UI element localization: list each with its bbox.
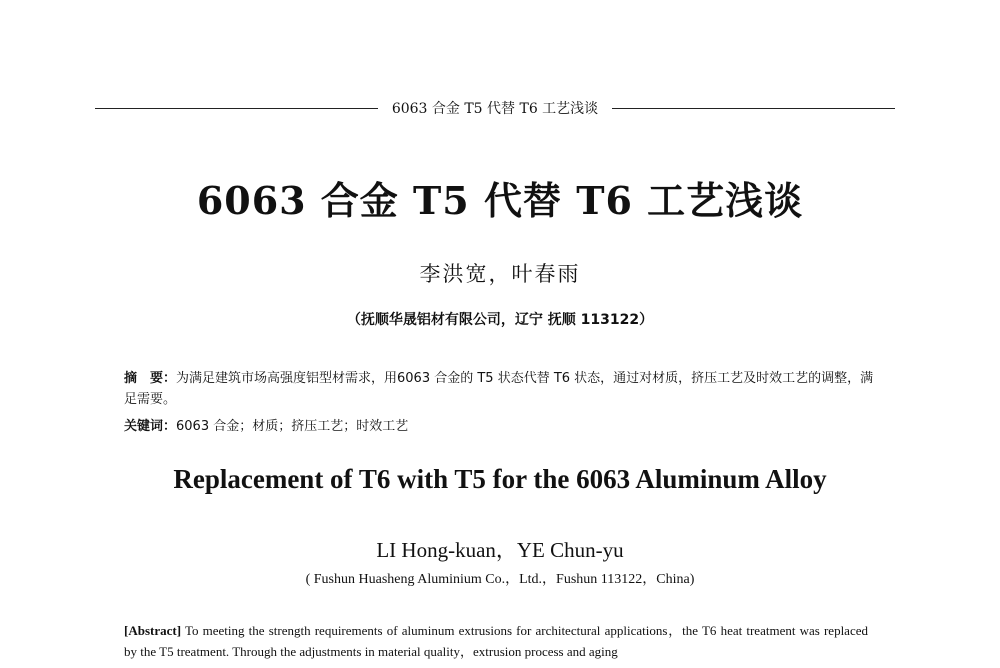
abstract-chinese-label: 摘 要： — [124, 371, 177, 386]
abstract-english-label: [Abstract] — [124, 623, 182, 638]
abstract-chinese — [124, 368, 876, 410]
running-head — [95, 96, 895, 120]
keywords-chinese — [124, 415, 876, 434]
title-english: Replacement of T6 with T5 for the 6063 Aluminum Alloy — [173, 464, 827, 494]
abstract-english — [124, 620, 868, 662]
running-head-right-rule — [612, 108, 895, 109]
running-head-left-rule — [95, 108, 378, 109]
authors-english: LI Hong-kuan，YE Chun-yu — [376, 538, 624, 562]
abstract-chinese-text: 为满足建筑市场高强度铝型材需求，用6063 合金的 T5 状态代替 T6 状态，通过对材质，挤压工艺及时效工艺的调整，满足需要。 — [124, 371, 874, 407]
title-chinese: 6063 合金 T5 代替 T6 工艺浅谈 — [196, 178, 804, 223]
running-head-text: 6063 合金 T5 代替 T6 工艺浅谈 — [391, 101, 599, 117]
affiliation-english: ( Fushun Huasheng Aluminium Co.，Ltd.，Fushun 113122，China) — [305, 572, 695, 587]
keywords-chinese-label: 关键词： — [124, 419, 177, 434]
affiliation-chinese: （抚顺华晟铝材有限公司，辽宁 抚顺 113122） — [346, 312, 654, 328]
abstract-english-text: To meeting the strength requirements of aluminum extrusions for architectural applications，the T6 heat treatment was replaced by the T5 treatment. Through the adjustments in material quality，extrusion process and aging — [124, 623, 868, 659]
keywords-chinese-text: 6063 合金；材质；挤压工艺；时效工艺 — [176, 419, 409, 434]
authors-chinese: 李洪宽，叶春雨 — [419, 262, 581, 286]
